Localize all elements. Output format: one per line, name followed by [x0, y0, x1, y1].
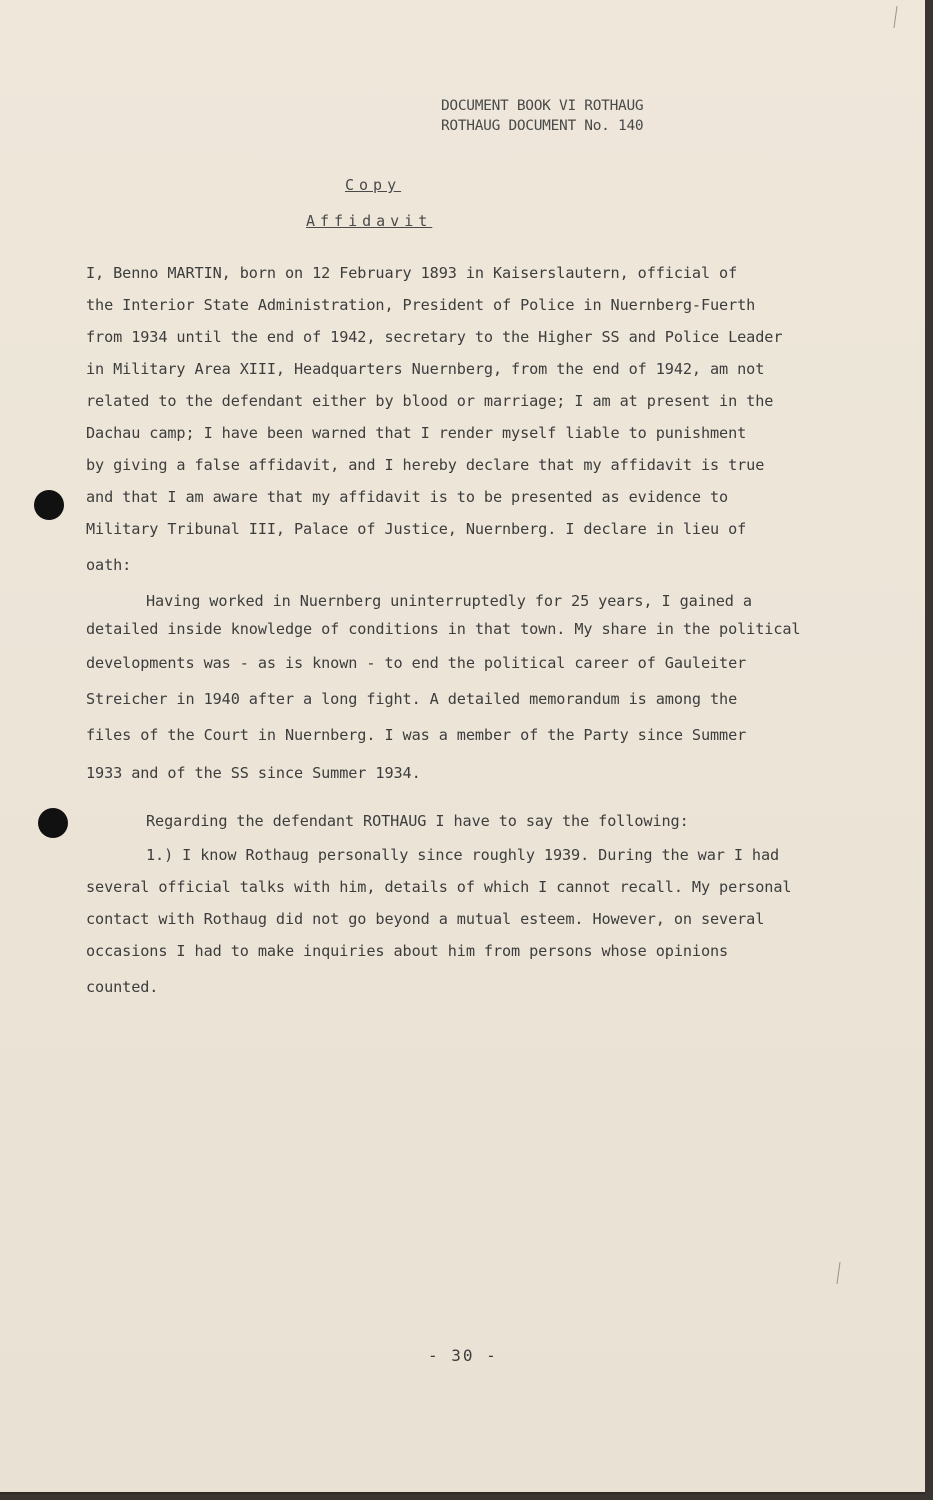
- p2-line-6: 1933 and of the SS since Summer 1934.: [86, 764, 421, 782]
- p2-line-2: detailed inside knowledge of conditions in that town. My share in the political: [86, 620, 801, 638]
- p1-line-3: from 1934 until the end of 1942, secretary to the Higher SS and Police Leader: [86, 328, 783, 346]
- p1-line-5: related to the defendant either by blood or marriage; I am at present in the: [86, 392, 774, 410]
- p3-line-1: Regarding the defendant ROTHAUG I have to say the following:: [146, 812, 689, 830]
- document-header: [441, 96, 643, 136]
- paper-mark: [836, 1262, 840, 1284]
- p1-line-2: the Interior State Administration, President of Police in Nuernberg-Fuerth: [86, 296, 756, 314]
- p2-line-4: Streicher in 1940 after a long fight. A detailed memorandum is among the: [86, 690, 738, 708]
- p1-line-8: and that I am aware that my affidavit is to be presented as evidence to: [86, 488, 729, 506]
- p4-line-4: occasions I had to make inquiries about him from persons whose opinions: [86, 942, 729, 960]
- p2-line-1: Having worked in Nuernberg uninterruptedly for 25 years, I gained a: [146, 592, 752, 610]
- punch-hole-top: [34, 490, 64, 520]
- p4-line-2: several official talks with him, details of which I cannot recall. My personal: [86, 878, 792, 896]
- header-line-2: ROTHAUG DOCUMENT No. 140: [441, 118, 644, 134]
- page-number: - 30 -: [428, 1346, 498, 1365]
- p1-line-10: oath:: [86, 556, 132, 574]
- p1-line-6: Dachau camp; I have been warned that I render myself liable to punishment: [86, 424, 747, 442]
- punch-hole-bottom: [38, 808, 68, 838]
- scan-edge-bottom: [0, 1494, 933, 1500]
- p1-line-7: by giving a false affidavit, and I hereby declare that my affidavit is true: [86, 456, 765, 474]
- p1-line-1: I, Benno MARTIN, born on 12 February 1893 in Kaiserslautern, official of: [86, 264, 738, 282]
- paper-mark: [893, 6, 897, 28]
- scan-edge-right: [925, 0, 933, 1500]
- p2-line-3: developments was - as is known - to end the political career of Gauleiter: [86, 654, 747, 672]
- affidavit-title: Affidavit: [306, 212, 433, 230]
- p2-line-5: files of the Court in Nuernberg. I was a member of the Party since Summer: [86, 726, 747, 744]
- header-line-1: DOCUMENT BOOK VI ROTHAUG: [441, 98, 644, 114]
- p1-line-4: in Military Area XIII, Headquarters Nuernberg, from the end of 1942, am not: [86, 360, 765, 378]
- copy-title: Copy: [345, 176, 402, 194]
- p4-line-5: counted.: [86, 978, 159, 996]
- p4-line-3: contact with Rothaug did not go beyond a mutual esteem. However, on several: [86, 910, 765, 928]
- p1-line-9: Military Tribunal III, Palace of Justice, Nuernberg. I declare in lieu of: [86, 520, 747, 538]
- p4-line-1: 1.) I know Rothaug personally since roughly 1939. During the war I had: [146, 846, 780, 864]
